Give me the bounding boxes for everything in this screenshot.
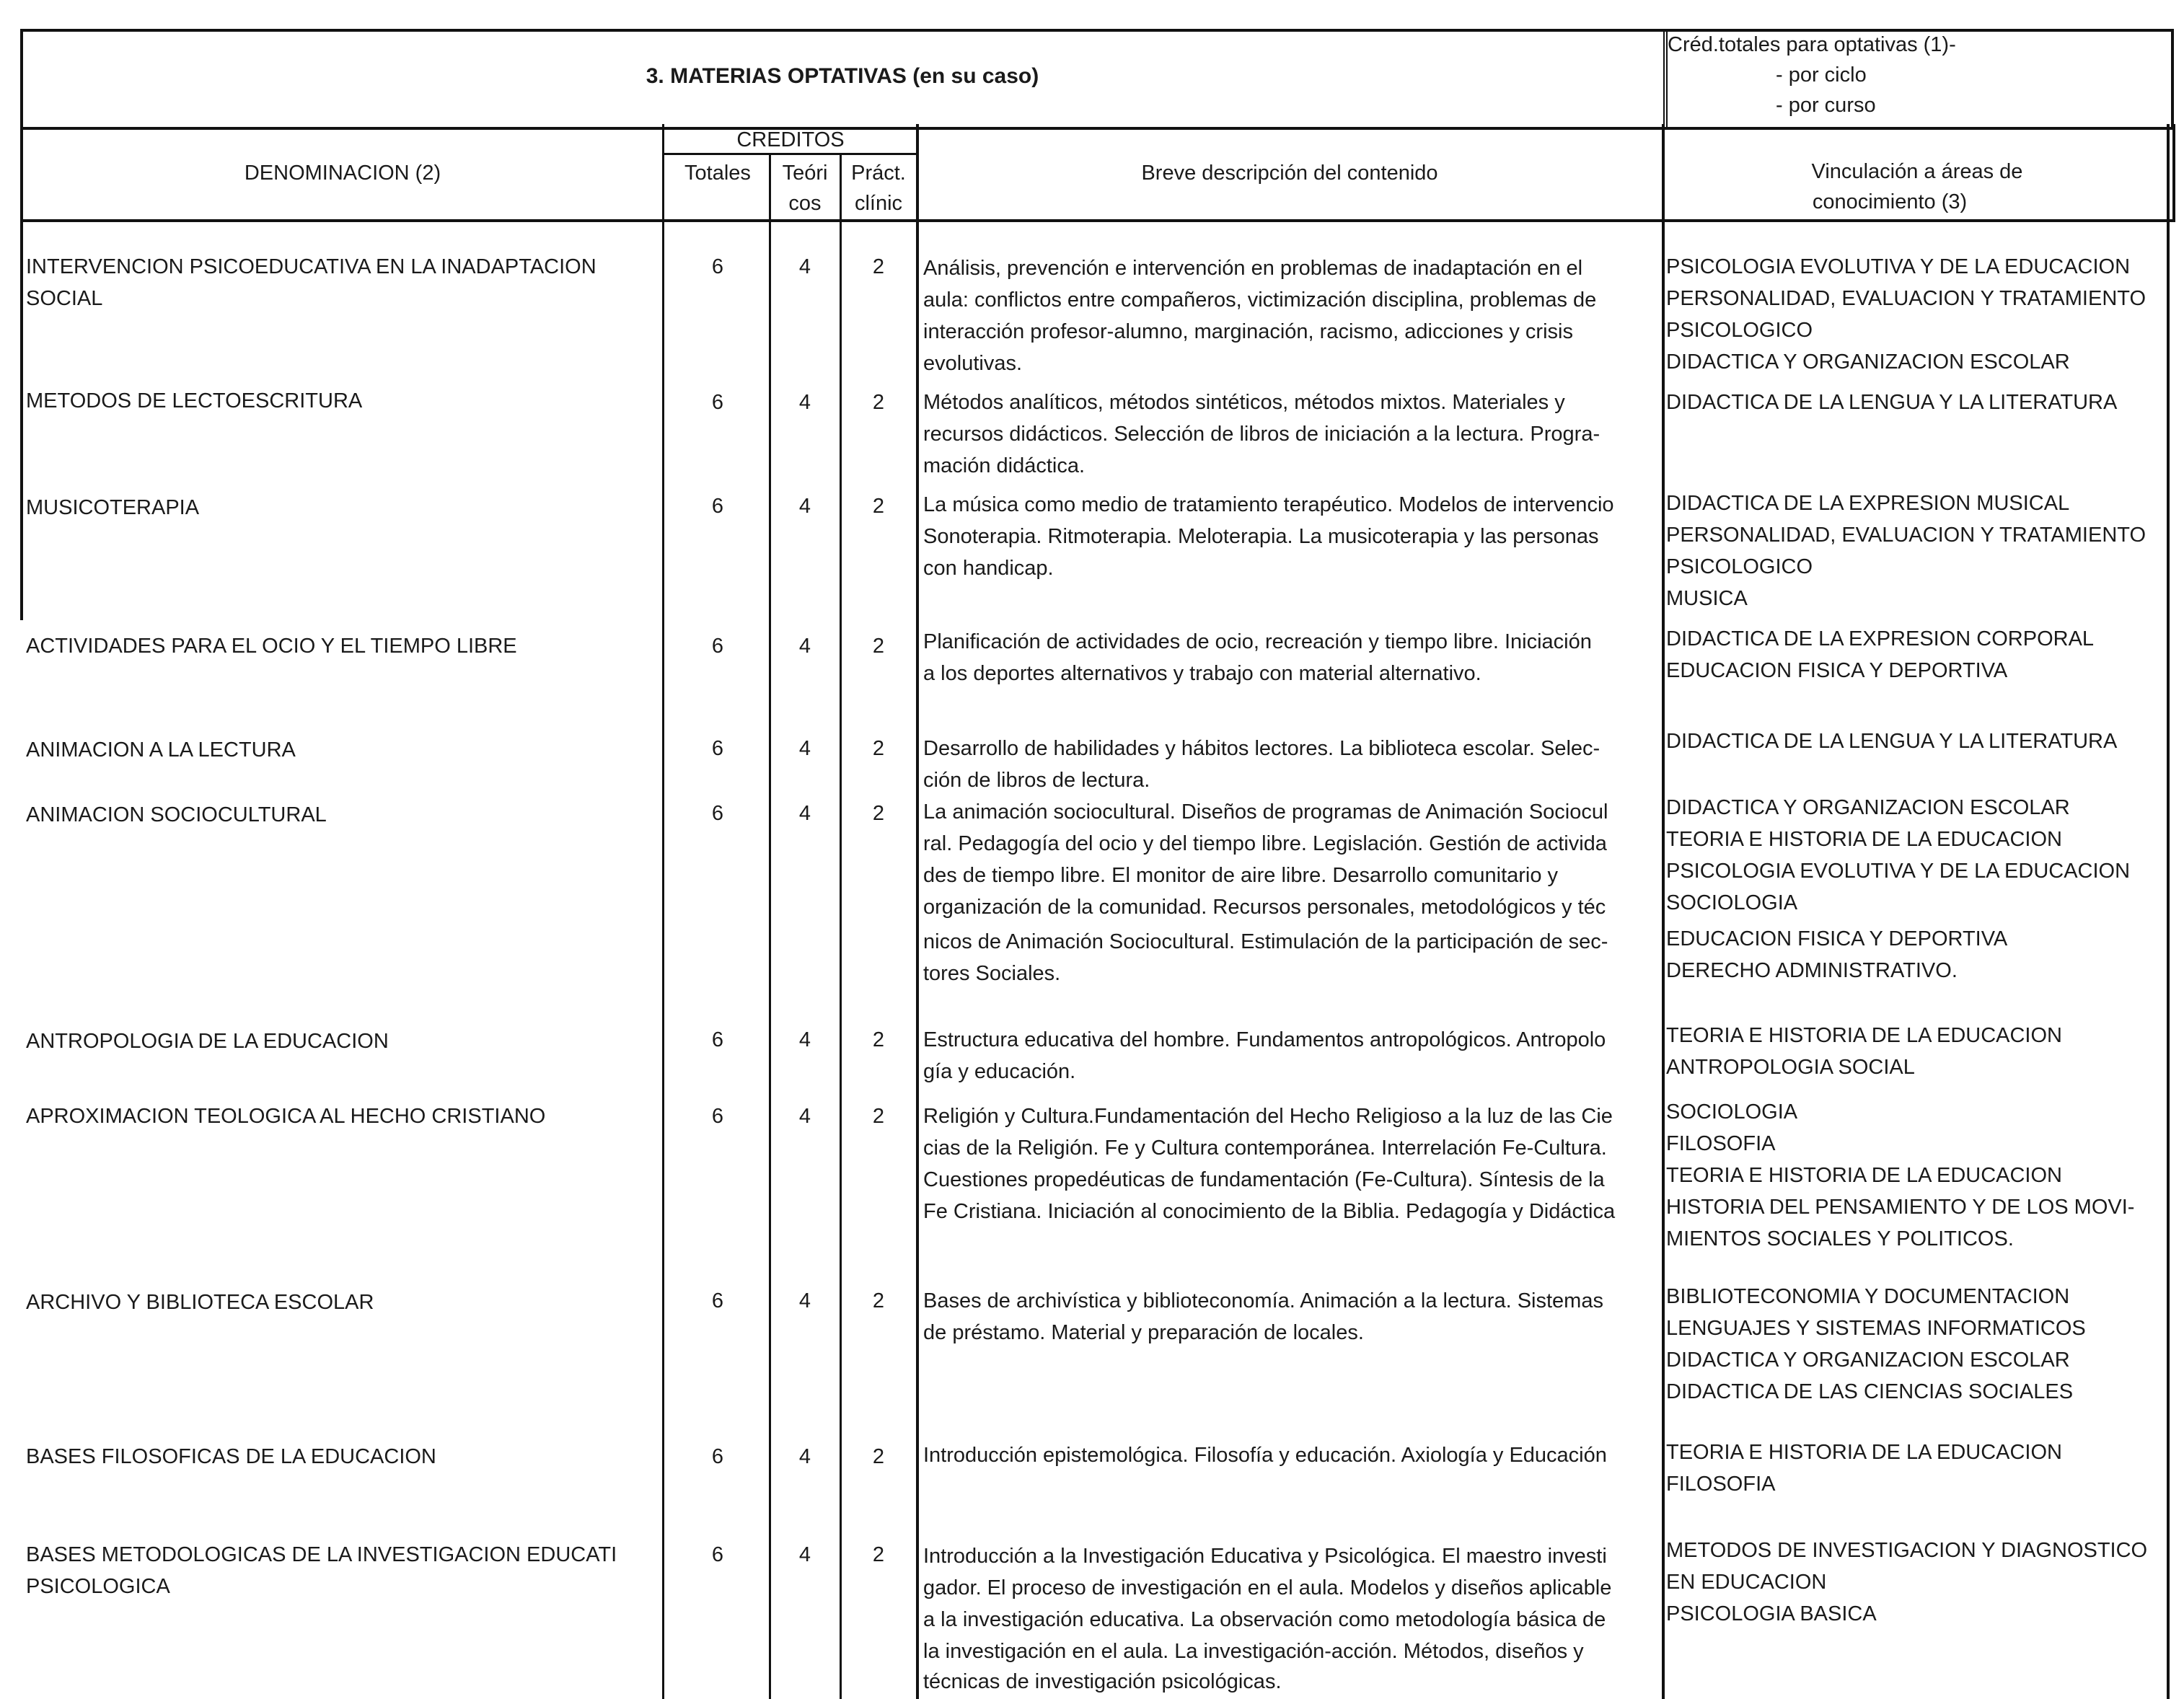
row-description-line: con handicap. — [923, 557, 1054, 580]
credits-note-line-1: Créd.totales para optativas (1)- — [1668, 33, 1956, 56]
row-totales: 6 — [711, 1028, 724, 1051]
creditos-header: CREDITOS — [736, 128, 845, 151]
practicos-header-line-2: clínic — [854, 192, 903, 215]
row-area-line: DIDACTICA DE LAS CIENCIAS SOCIALES — [1666, 1380, 2074, 1403]
row-description-line: Bases de archivística y biblioteconomía. Animación a la lectura. Sistemas — [923, 1289, 1603, 1312]
row-practicos: 2 — [872, 1105, 885, 1128]
row-area-line: BIBLIOTECONOMIA Y DOCUMENTACION — [1666, 1285, 2070, 1308]
vinculacion-header-line-1: Vinculación a áreas de — [1811, 160, 2023, 183]
row-name-line: BASES METODOLOGICAS DE LA INVESTIGACION EDUCATI — [26, 1543, 617, 1566]
col-rule-descripcion — [1662, 124, 1665, 1699]
row-area-line: PSICOLOGICO — [1666, 555, 1813, 578]
row-name-line: INTERVENCION PSICOEDUCATIVA EN LA INADAPTACION — [26, 255, 596, 278]
teoricos-header-line-2: cos — [788, 192, 822, 215]
row-area-line: DIDACTICA DE LA LENGUA Y LA LITERATURA — [1666, 730, 2118, 753]
section-title: 3. MATERIAS OPTATIVAS (en su caso) — [646, 64, 1039, 88]
row-name-line: PSICOLOGICA — [26, 1575, 170, 1598]
row-description-line: La animación sociocultural. Diseños de programas de Animación Sociocul — [923, 800, 1608, 824]
row-name-line: MUSICOTERAPIA — [26, 496, 200, 519]
totales-header: Totales — [684, 162, 751, 185]
row-description-line: de préstamo. Material y preparación de locales. — [923, 1321, 1364, 1344]
row-area-line: HISTORIA DEL PENSAMIENTO Y DE LOS MOVI- — [1666, 1196, 2135, 1219]
credits-note-line-3: - por curso — [1776, 94, 1876, 117]
row-area-line: EN EDUCACION — [1666, 1571, 1827, 1594]
row-practicos: 2 — [872, 802, 885, 825]
row-teoricos: 4 — [798, 737, 811, 760]
row-description-line: Estructura educativa del hombre. Fundamentos antropológicos. Antropolo — [923, 1028, 1606, 1051]
row-area-line: MUSICA — [1666, 587, 1748, 610]
row-description-line: evolutivas. — [923, 352, 1023, 375]
row-practicos: 2 — [872, 1289, 885, 1312]
teoricos-header-line-1: Teóri — [782, 162, 828, 185]
row-teoricos: 4 — [798, 1105, 811, 1128]
row-area-line: METODOS DE INVESTIGACION Y DIAGNOSTICO — [1666, 1539, 2148, 1562]
row-totales: 6 — [711, 255, 724, 278]
row-area-line: TEORIA E HISTORIA DE LA EDUCACION — [1666, 828, 2062, 851]
row-description-line: interacción profesor-alumno, marginación, racismo, adicciones y crisis — [923, 320, 1573, 343]
row-area-line: DIDACTICA Y ORGANIZACION ESCOLAR — [1666, 1349, 2070, 1372]
row-description-line: aula: conflictos entre compañeros, victimización disciplina, problemas de — [923, 288, 1597, 312]
row-teoricos: 4 — [798, 495, 811, 518]
row-area-line: ANTROPOLOGIA SOCIAL — [1666, 1056, 1915, 1079]
row-area-line: PSICOLOGIA EVOLUTIVA Y DE LA EDUCACION — [1666, 255, 2131, 278]
row-teoricos: 4 — [798, 802, 811, 825]
row-name-line: ANIMACION SOCIOCULTURAL — [26, 803, 327, 826]
row-description-line: La música como medio de tratamiento terapéutico. Modelos de intervencio — [923, 493, 1614, 516]
row-area-line: SOCIOLOGIA — [1666, 1100, 1798, 1124]
row-area-line: DIDACTICA Y ORGANIZACION ESCOLAR — [1666, 350, 2070, 374]
row-area-line: FILOSOFIA — [1666, 1132, 1776, 1155]
col-rule-denominacion — [662, 124, 664, 1699]
row-area-line: PSICOLOGIA EVOLUTIVA Y DE LA EDUCACION — [1666, 860, 2131, 883]
row-area-line: DIDACTICA DE LA EXPRESION CORPORAL — [1666, 627, 2095, 650]
row-totales: 6 — [711, 1445, 724, 1468]
row-description-line: a la investigación educativa. La observación como metodología básica de — [923, 1608, 1606, 1631]
row-description-line: des de tiempo libre. El monitor de aire libre. Desarrollo comunitario y — [923, 864, 1559, 887]
row-totales: 6 — [711, 802, 724, 825]
right-rule — [2167, 124, 2170, 1699]
row-description-line: técnicas de investigación psicológicas. — [923, 1670, 1282, 1693]
row-area-line: DIDACTICA DE LA LENGUA Y LA LITERATURA — [1666, 391, 2118, 414]
row-area-line: EDUCACION FISICA Y DEPORTIVA — [1666, 659, 2008, 682]
row-name-line: ARCHIVO Y BIBLIOTECA ESCOLAR — [26, 1291, 374, 1314]
row-description-line: tores Sociales. — [923, 962, 1061, 985]
row-area-line: PSICOLOGIA BASICA — [1666, 1602, 1877, 1625]
row-name-line: SOCIAL — [26, 287, 103, 310]
row-name-line: BASES FILOSOFICAS DE LA EDUCACION — [26, 1445, 436, 1468]
row-description-line: Religión y Cultura.Fundamentación del Hecho Religioso a la luz de las Cie — [923, 1105, 1613, 1128]
row-teoricos: 4 — [798, 1445, 811, 1468]
row-area-line: SOCIOLOGIA — [1666, 891, 1798, 914]
row-teoricos: 4 — [798, 255, 811, 278]
row-teoricos: 4 — [798, 1543, 811, 1566]
row-description-line: mación didáctica. — [923, 454, 1086, 477]
practicos-header-line-1: Práct. — [851, 162, 906, 185]
row-description-line: la investigación en el aula. La investigación-acción. Métodos, diseños y — [923, 1640, 1584, 1663]
row-description-line: cias de la Religión. Fe y Cultura contemporánea. Interrelación Fe-Cultura. — [923, 1137, 1607, 1160]
row-name-line: METODOS DE LECTOESCRITURA — [26, 389, 363, 412]
row-description-line: ral. Pedagogía del ocio y del tiempo libre. Legislación. Gestión de activida — [923, 832, 1607, 855]
row-description-line: Análisis, prevención e intervención en problemas de inadaptación en el — [923, 257, 1583, 280]
row-practicos: 2 — [872, 635, 885, 658]
row-teoricos: 4 — [798, 391, 811, 414]
row-practicos: 2 — [872, 1445, 885, 1468]
row-totales: 6 — [711, 391, 724, 414]
row-totales: 6 — [711, 495, 724, 518]
row-area-line: PERSONALIDAD, EVALUACION Y TRATAMIENTO — [1666, 287, 2146, 310]
row-teoricos: 4 — [798, 1028, 811, 1051]
row-area-line: MIENTOS SOCIALES Y POLITICOS. — [1666, 1227, 2014, 1250]
row-description-line: Fe Cristiana. Iniciación al conocimiento de la Biblia. Pedagogía y Didáctica — [923, 1200, 1616, 1223]
row-description-line: Planificación de actividades de ocio, recreación y tiempo libre. Iniciación — [923, 630, 1592, 653]
row-totales: 6 — [711, 1105, 724, 1128]
row-description-line: Introducción a la Investigación Educativa y Psicológica. El maestro investi — [923, 1545, 1607, 1568]
denominacion-header: DENOMINACION (2) — [244, 162, 441, 185]
row-description-line: organización de la comunidad. Recursos personales, metodológicos y téc — [923, 896, 1606, 919]
row-practicos: 2 — [872, 495, 885, 518]
descripcion-header: Breve descripción del contenido — [1141, 162, 1438, 185]
row-teoricos: 4 — [798, 635, 811, 658]
row-area-line: DIDACTICA DE LA EXPRESION MUSICAL — [1666, 492, 2070, 515]
row-description-line: gía y educación. — [923, 1060, 1076, 1083]
row-description-line: gador. El proceso de investigación en el aula. Modelos y diseños aplicable — [923, 1576, 1612, 1599]
row-practicos: 2 — [872, 1543, 885, 1566]
row-description-line: a los deportes alternativos y trabajo con material alternativo. — [923, 662, 1481, 685]
row-practicos: 2 — [872, 1028, 885, 1051]
row-area-line: PSICOLOGICO — [1666, 319, 1813, 342]
row-description-line: Desarrollo de habilidades y hábitos lectores. La biblioteca escolar. Selec- — [923, 737, 1600, 760]
row-area-line: DERECHO ADMINISTRATIVO. — [1666, 959, 1958, 982]
row-description-line: recursos didácticos. Selección de libros de iniciación a la lectura. Progra- — [923, 423, 1600, 446]
credits-note-line-2: - por ciclo — [1776, 63, 1867, 87]
row-area-line: EDUCACION FISICA Y DEPORTIVA — [1666, 927, 2008, 950]
row-practicos: 2 — [872, 391, 885, 414]
row-description-line: ción de libros de lectura. — [923, 769, 1150, 792]
vinculacion-header-line-2: conocimiento (3) — [1812, 190, 1968, 213]
row-area-line: TEORIA E HISTORIA DE LA EDUCACION — [1666, 1441, 2062, 1464]
row-description-line: Cuestiones propedéuticas de fundamentación (Fe-Cultura). Síntesis de la — [923, 1168, 1605, 1191]
row-area-line: TEORIA E HISTORIA DE LA EDUCACION — [1666, 1024, 2062, 1047]
row-totales: 6 — [711, 737, 724, 760]
row-area-line: TEORIA E HISTORIA DE LA EDUCACION — [1666, 1164, 2062, 1187]
row-name-line: ANTROPOLOGIA DE LA EDUCACION — [26, 1030, 389, 1053]
row-totales: 6 — [711, 635, 724, 658]
row-name-line: ACTIVIDADES PARA EL OCIO Y EL TIEMPO LIBRE — [26, 635, 517, 658]
row-description-line: Sonoterapia. Ritmoterapia. Meloterapia. La musicoterapia y las personas — [923, 525, 1599, 548]
row-area-line: DIDACTICA Y ORGANIZACION ESCOLAR — [1666, 796, 2070, 819]
left-rule — [20, 216, 23, 620]
row-description-line: Introducción epistemológica. Filosofía y educación. Axiología y Educación — [923, 1444, 1607, 1467]
row-description-line: Métodos analíticos, métodos sintéticos, métodos mixtos. Materiales y — [923, 391, 1565, 414]
row-practicos: 2 — [872, 737, 885, 760]
row-teoricos: 4 — [798, 1289, 811, 1312]
row-practicos: 2 — [872, 255, 885, 278]
row-totales: 6 — [711, 1289, 724, 1312]
row-area-line: FILOSOFIA — [1666, 1473, 1776, 1496]
row-name-line: APROXIMACION TEOLOGICA AL HECHO CRISTIANO — [26, 1105, 546, 1128]
row-totales: 6 — [711, 1543, 724, 1566]
row-description-line: nicos de Animación Sociocultural. Estimulación de la participación de sec- — [923, 930, 1608, 953]
row-area-line: PERSONALIDAD, EVALUACION Y TRATAMIENTO — [1666, 524, 2146, 547]
row-name-line: ANIMACION A LA LECTURA — [26, 738, 296, 762]
row-area-line: LENGUAJES Y SISTEMAS INFORMATICOS — [1666, 1317, 2086, 1340]
col-rule-practicos — [916, 124, 919, 1699]
